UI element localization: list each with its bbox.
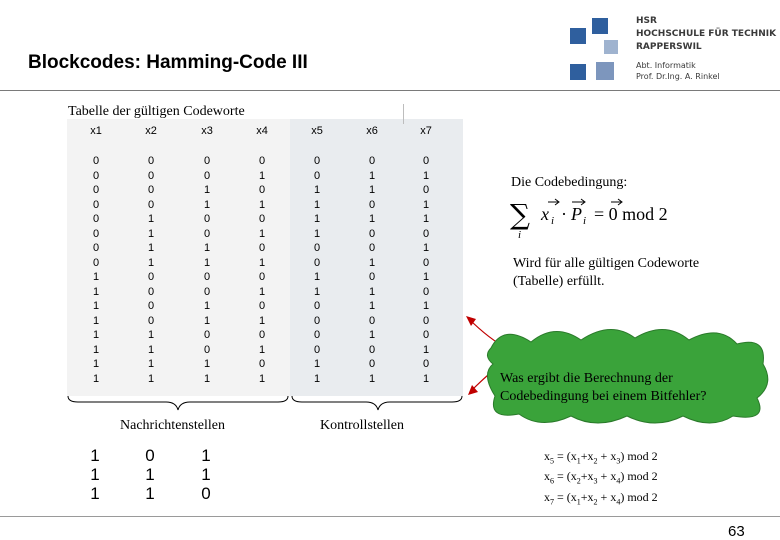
table-cell: 0: [92, 155, 100, 167]
table-cell: 0: [92, 213, 100, 225]
table-cell: 0: [422, 184, 430, 196]
table-cell: 1: [92, 300, 100, 312]
table-cell: 1: [313, 358, 321, 370]
table-cell: 0: [313, 155, 321, 167]
table-cell: 1: [147, 329, 155, 341]
table-cell: 1: [258, 285, 266, 298]
column-header: x3: [201, 125, 213, 137]
table-cell: 0: [313, 256, 321, 269]
column-header: x4: [256, 125, 268, 137]
table-cell: 1: [313, 213, 321, 225]
table-cell: 0: [368, 343, 376, 356]
table-cell: 0: [313, 329, 321, 341]
table-cell: 0: [368, 314, 376, 327]
table-cell: 0: [203, 155, 211, 167]
condition-title: Die Codebedingung:: [511, 175, 628, 190]
table-cell: 0: [147, 271, 155, 283]
table-cell: 0: [258, 213, 266, 225]
logo-professor: Prof. Dr.Ing. A. Rinkel: [636, 72, 720, 81]
table-cell: 1: [422, 271, 430, 283]
table-cell: 1: [147, 372, 155, 385]
dot-operator: ·: [561, 204, 567, 224]
check-bits-label: Kontrollstellen: [320, 418, 404, 433]
table-cell: 1: [422, 169, 430, 182]
table-cell: 1: [203, 242, 211, 254]
table-cell: 1: [92, 314, 100, 327]
example-bit: 1: [90, 484, 100, 503]
table-cell: 0: [258, 271, 266, 283]
table-cell: 1: [258, 169, 266, 182]
table-cell: 0: [368, 271, 376, 283]
table-cell: 0: [203, 343, 211, 356]
title-divider: [0, 90, 780, 91]
table-cell: 0: [258, 184, 266, 196]
check-brace: [290, 394, 466, 414]
table-cell: 0: [258, 242, 266, 254]
logo-square: [596, 62, 614, 80]
table-cell: 1: [147, 358, 155, 370]
table-cell: 0: [203, 271, 211, 283]
column-header: x5: [311, 125, 323, 137]
slide-title: Blockcodes: Hamming-Code III: [28, 52, 308, 73]
example-bit: 1: [201, 446, 211, 465]
logo-square: [570, 64, 586, 80]
table-cell: 1: [258, 372, 266, 385]
table-cell: 1: [203, 198, 211, 211]
logo-hsr: HSR: [636, 16, 657, 26]
table-cell: 0: [92, 256, 100, 269]
table-cell: 1: [313, 184, 321, 196]
table-cell: 1: [368, 213, 376, 225]
table-cell: 0: [422, 358, 430, 370]
sum-index: i: [518, 229, 522, 240]
table-cell: 0: [313, 242, 321, 254]
message-bits-label: Nachrichtenstellen: [120, 418, 225, 433]
example-bit: 1: [145, 465, 155, 484]
equation-x6: $x_6 = (x_2+x_3 + x_4)$ mod 2: [544, 469, 658, 486]
table-cell: 0: [92, 169, 100, 182]
table-cell: 0: [147, 169, 155, 182]
table-cell: 1: [368, 256, 376, 269]
equation-x7: $x_7 = (x_1+x_2 + x_4)$ mod 2: [544, 490, 658, 507]
table-cell: 0: [313, 300, 321, 312]
table-cell: 1: [368, 300, 376, 312]
table-cell: 1: [258, 343, 266, 356]
table-cell: 1: [368, 184, 376, 196]
column-header: x1: [90, 125, 102, 137]
logo-square: [604, 40, 618, 54]
table-cell: 0: [92, 198, 100, 211]
example-bit: 0: [145, 446, 155, 465]
table-cell: 0: [92, 242, 100, 254]
table-cell: 1: [422, 372, 430, 385]
logo-city: RAPPERSWIL: [636, 42, 702, 52]
table-cell: 0: [368, 358, 376, 370]
table-cell: 0: [368, 242, 376, 254]
table-cell: 0: [258, 329, 266, 341]
table-cell: 1: [203, 358, 211, 370]
table-cell: 1: [92, 329, 100, 341]
table-cell: 0: [203, 169, 211, 182]
logo-square: [570, 28, 586, 44]
column-header: x2: [145, 125, 157, 137]
equation-x5: $x_5 = (x_1+x_2 + x_3)$ mod 2: [544, 449, 658, 466]
table-cell: 0: [258, 155, 266, 167]
table-cell: 0: [203, 213, 211, 225]
table-cell: 0: [368, 155, 376, 167]
example-bit: 1: [145, 484, 155, 503]
callout-text: Was ergibt die Berechnung der Codebedingung bei einem Bitfehler?: [500, 371, 707, 404]
table-cell: 1: [368, 285, 376, 298]
footer-divider: [0, 516, 780, 517]
table-cell: 0: [422, 227, 430, 240]
logo-department: Abt. Informatik: [636, 61, 696, 70]
table-cell: 0: [313, 169, 321, 182]
page-number: 63: [728, 523, 745, 540]
message-brace: [66, 394, 292, 414]
table-cell: 1: [258, 227, 266, 240]
codebedingung-formula: [508, 190, 708, 240]
table-cell: 1: [203, 314, 211, 327]
column-separator: [403, 104, 404, 124]
table-cell: 1: [147, 227, 155, 240]
logo-school: HOCHSCHULE FÜR TECHNIK: [636, 29, 777, 39]
table-cell: 1: [203, 184, 211, 196]
table-cell: 1: [203, 372, 211, 385]
table-cell: 1: [92, 285, 100, 298]
table-cell: 1: [147, 343, 155, 356]
condition-description: Wird für alle gültigen Codeworte (Tabelle) erfüllt.: [513, 256, 700, 289]
table-cell: 1: [92, 372, 100, 385]
table-cell: 0: [313, 343, 321, 356]
table-cell: 1: [422, 198, 430, 211]
term-x: x: [541, 204, 549, 224]
example-bit: 1: [90, 465, 100, 484]
table-cell: 0: [203, 329, 211, 341]
table-cell: 1: [313, 271, 321, 283]
table-cell: 1: [92, 271, 100, 283]
table-cell: 1: [313, 227, 321, 240]
table-cell: 0: [422, 155, 430, 167]
example-bit: 1: [90, 446, 100, 465]
table-cell: 1: [313, 285, 321, 298]
table-cell: 0: [258, 358, 266, 370]
table-cell: 0: [147, 300, 155, 312]
table-cell: 0: [422, 314, 430, 327]
example-bit: 1: [201, 465, 211, 484]
table-cell: 1: [203, 256, 211, 269]
table-cell: 0: [147, 314, 155, 327]
formula-rhs: = 0 mod 2: [594, 204, 668, 224]
table-cell: 0: [422, 256, 430, 269]
table-cell: 1: [422, 242, 430, 254]
table-cell: 0: [203, 227, 211, 240]
table-cell: 0: [92, 227, 100, 240]
table-caption: Tabelle der gültigen Codeworte: [68, 104, 245, 119]
table-cell: 0: [422, 329, 430, 341]
table-cell: 0: [258, 300, 266, 312]
table-cell: 1: [368, 169, 376, 182]
table-cell: 0: [368, 198, 376, 211]
table-cell: 0: [92, 184, 100, 196]
table-cell: 0: [147, 198, 155, 211]
table-cell: 0: [368, 227, 376, 240]
table-cell: 1: [147, 256, 155, 269]
table-cell: 1: [313, 372, 321, 385]
table-cell: 1: [368, 329, 376, 341]
table-cell: 1: [422, 343, 430, 356]
svg-text:i: i: [583, 215, 587, 227]
table-cell: 1: [422, 213, 430, 225]
example-bit: 0: [201, 484, 211, 503]
table-cell: 1: [92, 358, 100, 370]
table-cell: 1: [203, 300, 211, 312]
table-cell: 1: [258, 198, 266, 211]
table-cell: 0: [203, 285, 211, 298]
sum-symbol: ∑: [510, 198, 530, 231]
table-cell: 1: [422, 300, 430, 312]
column-header: x7: [420, 125, 432, 137]
table-cell: 0: [147, 184, 155, 196]
term-p: P: [571, 204, 582, 224]
svg-text:i: i: [551, 215, 555, 227]
table-cell: 0: [422, 285, 430, 298]
table-cell: 1: [147, 242, 155, 254]
table-cell: 1: [147, 213, 155, 225]
column-header: x6: [366, 125, 378, 137]
table-cell: 1: [313, 198, 321, 211]
table-cell: 0: [147, 285, 155, 298]
table-cell: 1: [368, 372, 376, 385]
table-cell: 1: [92, 343, 100, 356]
table-cell: 0: [313, 314, 321, 327]
table-cell: 0: [147, 155, 155, 167]
table-cell: 1: [258, 256, 266, 269]
logo-square: [592, 18, 608, 34]
table-cell: 1: [258, 314, 266, 327]
